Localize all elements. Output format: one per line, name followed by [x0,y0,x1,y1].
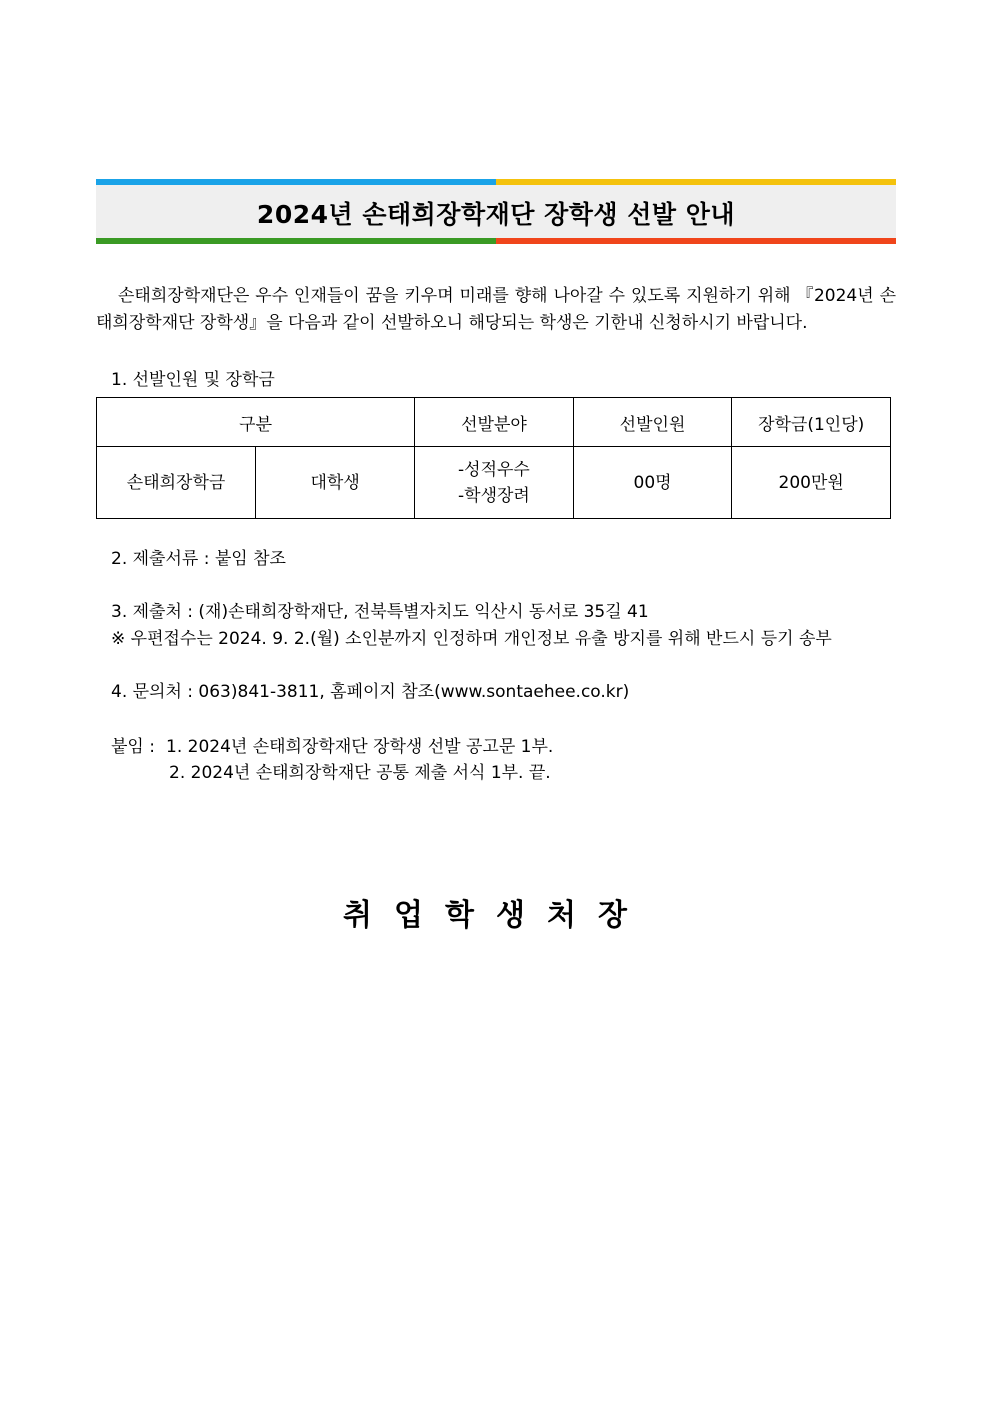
section-3-note: ※ 우편접수는 2024. 9. 2.(월) 소인분까지 인정하며 개인정보 유출 방지를 위해 반드시 등기 송부 [111,629,832,649]
cell-count: 00명 [573,447,732,519]
signature: 취업학생처장 [343,898,649,933]
title-bar-top-blue [96,179,496,185]
cell-category: 손태희장학금 [97,447,256,519]
title-bar-top-yellow [496,179,896,185]
cell-amount: 200만원 [732,447,891,519]
table-header-row [97,398,891,447]
header-count: 선발인원 [573,398,732,447]
header-category: 구분 [97,398,415,447]
cell-field-line-2: -학생장려 [458,485,530,506]
section-4: 4. 문의처 : 063)841-3811, 홈페이지 참조(www.sontaehee.co.kr) [111,682,630,702]
section-3: 3. 제출처 : (재)손태희장학재단, 전북특별자치도 익산시 동서로 35길 41 [111,602,649,622]
cell-field-line-1: -성적우수 [458,459,530,480]
cell-target: 대학생 [256,447,415,519]
title-bar-bottom-red [496,238,896,244]
table-row [97,447,891,519]
cell-field [415,447,574,519]
section-1-heading: 1. 선발인원 및 장학금 [111,370,275,390]
selection-table [96,397,891,519]
section-2: 2. 제출서류 : 붙임 참조 [111,549,286,569]
header-field: 선발분야 [415,398,574,447]
page-title: 2024년 손태희장학재단 장학생 선발 안내 [256,200,736,229]
attachments-label: 붙임 : [111,737,155,757]
intro-paragraph: 손태희장학재단은 우수 인재들이 꿈을 키우며 미래를 향해 나아갈 수 있도록 지원하기 위해 『2024년 손태희장학재단 장학생』을 다음과 같이 선발하오니 해당되는 학생은 기한내 신청하시기 바랍니다. [96,286,896,333]
title-banner [96,179,896,244]
header-amount: 장학금(1인당) [732,398,891,447]
title-bar-bottom-green [96,238,496,244]
attachment-item-2: 2. 2024년 손태희장학재단 공통 제출 서식 1부. 끝. [169,763,551,783]
attachment-item-1: 1. 2024년 손태희장학재단 장학생 선발 공고문 1부. [166,737,554,757]
